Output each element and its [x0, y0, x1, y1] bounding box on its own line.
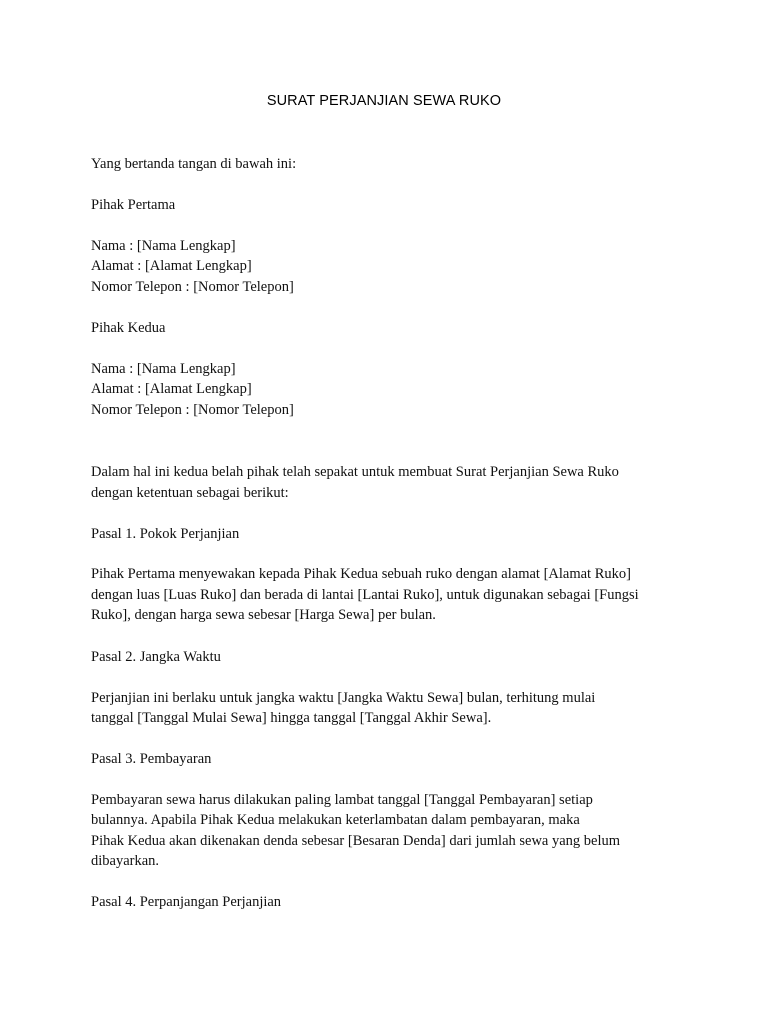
pasal-2-line-2: tanggal [Tanggal Mulai Sewa] hingga tanggal [Tanggal Akhir Sewa].	[91, 710, 492, 726]
pihak-kedua-nama: Nama : [Nama Lengkap]	[91, 361, 236, 377]
pasal-3-line-2: bulannya. Apabila Pihak Kedua melakukan keterlambatan dalam pembayaran, maka	[91, 812, 580, 828]
pasal-1-line-2: dengan luas [Luas Ruko] dan berada di lantai [Lantai Ruko], untuk digunakan sebagai [Fungsi	[91, 587, 639, 603]
intro-text: Yang bertanda tangan di bawah ini:	[91, 156, 297, 172]
agreement-line-2: dengan ketentuan sebagai berikut:	[91, 485, 289, 501]
pihak-pertama-heading: Pihak Pertama	[91, 197, 176, 213]
pasal-3-line-3: Pihak Kedua akan dikenakan denda sebesar [Besaran Denda] dari jumlah sewa yang belum	[91, 833, 621, 849]
pihak-kedua-alamat: Alamat : [Alamat Lengkap]	[91, 381, 252, 397]
pasal-1-line-3: Ruko], dengan harga sewa sebesar [Harga Sewa] per bulan.	[91, 607, 436, 623]
pasal-3-heading: Pasal 3. Pembayaran	[91, 751, 212, 767]
pasal-3-line-4: dibayarkan.	[91, 853, 160, 869]
pasal-2-line-1: Perjanjian ini berlaku untuk jangka waktu [Jangka Waktu Sewa] bulan, terhitung mulai	[91, 690, 596, 706]
pasal-4-heading: Pasal 4. Perpanjangan Perjanjian	[91, 894, 282, 910]
pihak-pertama-telepon: Nomor Telepon : [Nomor Telepon]	[91, 279, 294, 295]
pasal-3-line-1: Pembayaran sewa harus dilakukan paling lambat tanggal [Tanggal Pembayaran] setiap	[91, 792, 593, 808]
pasal-2-heading: Pasal 2. Jangka Waktu	[91, 649, 221, 665]
pihak-pertama-nama: Nama : [Nama Lengkap]	[91, 238, 236, 254]
pasal-1-line-1: Pihak Pertama menyewakan kepada Pihak Kedua sebuah ruko dengan alamat [Alamat Ruko]	[91, 566, 631, 582]
pihak-pertama-alamat: Alamat : [Alamat Lengkap]	[91, 258, 252, 274]
pasal-1-heading: Pasal 1. Pokok Perjanjian	[91, 526, 240, 542]
pihak-kedua-telepon: Nomor Telepon : [Nomor Telepon]	[91, 402, 294, 418]
document-title: SURAT PERJANJIAN SEWA RUKO	[266, 93, 502, 109]
agreement-line-1: Dalam hal ini kedua belah pihak telah sepakat untuk membuat Surat Perjanjian Sewa Ruko	[91, 464, 619, 480]
pihak-kedua-heading: Pihak Kedua	[91, 320, 166, 336]
